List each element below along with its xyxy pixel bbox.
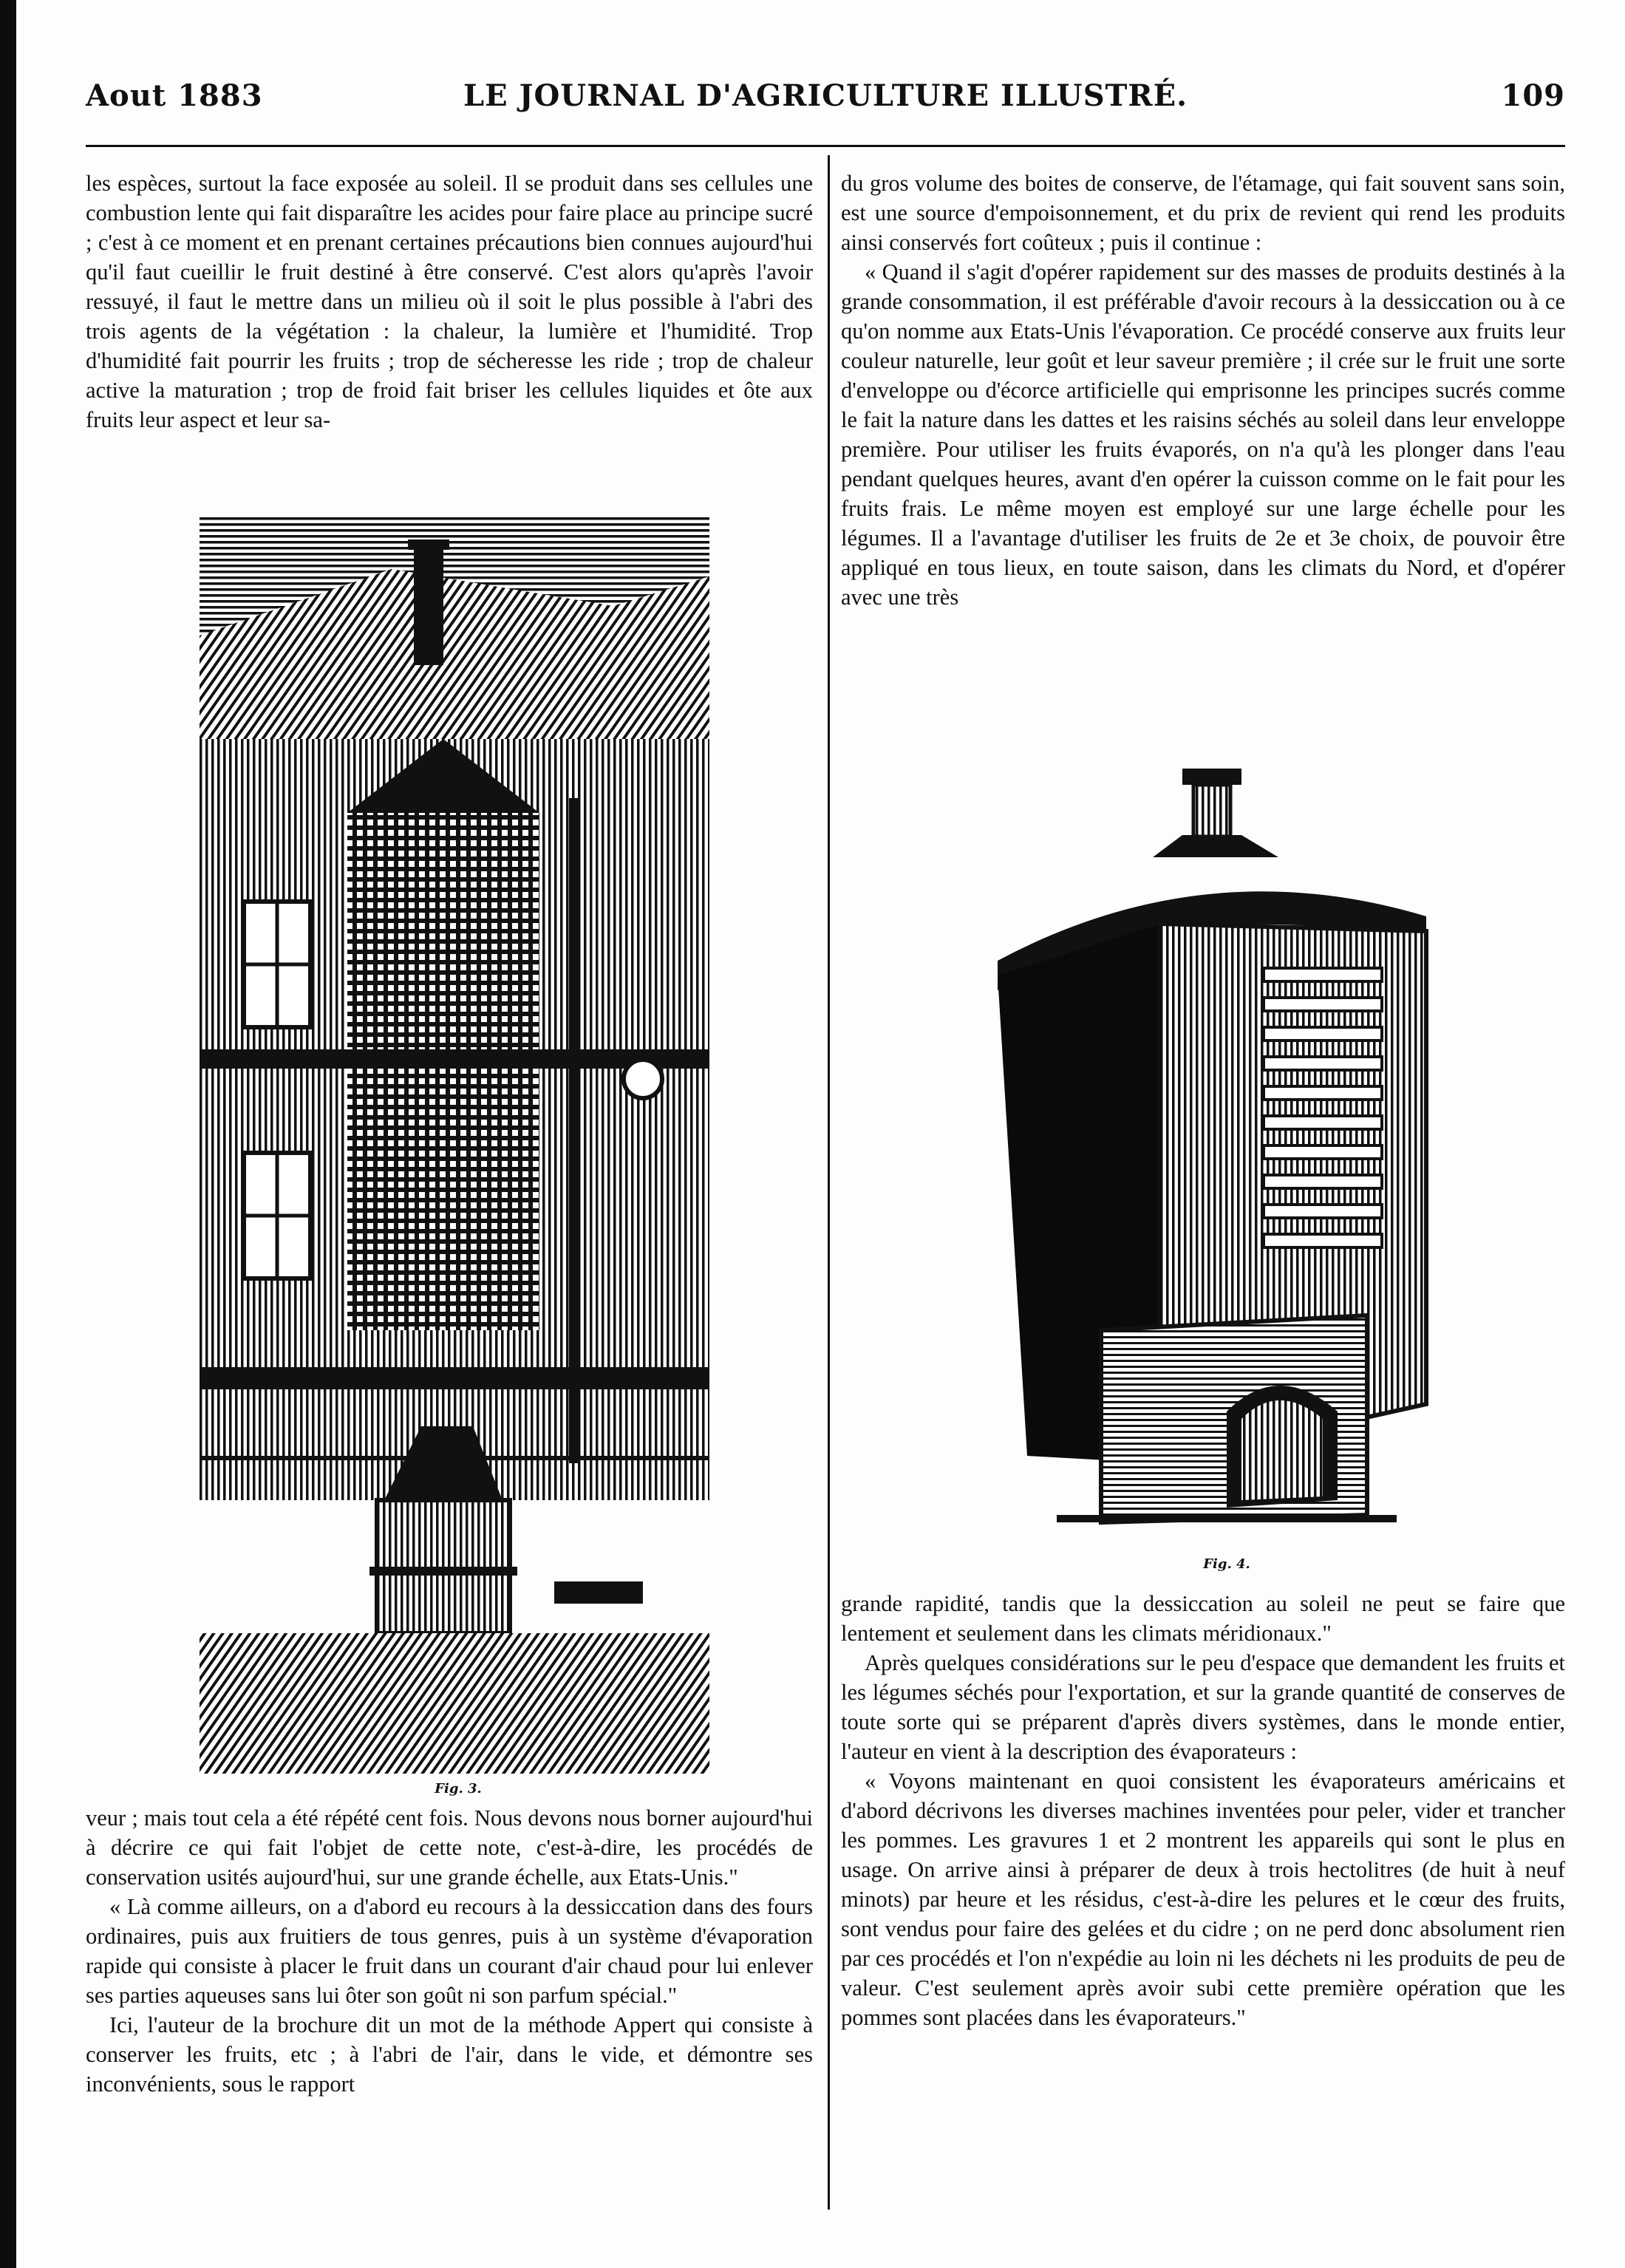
paragraph: les espèces, surtout la face exposée au soleil. Il se produit dans ses cellules une combustion lente qui fait disparaître les acides pour faire place au principe sucré ; c'est à ce moment et en prenant certaines précautions bien connues aujourd'hui qu'il faut cueillir le fruit destiné à être conservé. C'est alors qu'après l'avoir ressuyé, il faut le mettre dans un milieu où il soit le plus possible à l'abri des trois agents de la végétation : la chaleur, la lumière et l'humidité. Trop d'humidité fait pourrir les fruits ; trop de sécheresse les ride ; trop de chaleur active la maturation ; trop de froid fait briser les cellules liquides et ôte aux fruits leur aspect et leur sa- [86,171,813,432]
header-rule [86,145,1565,147]
left-column-bottom [86,1803,813,2099]
page-number: 109 [1501,78,1565,113]
journal-title: LE JOURNAL D'AGRICULTURE ILLUSTRÉ. [463,78,1188,113]
paragraph: « Quand il s'agit d'opérer rapidement sur des masses de produits destinés à la grande consommation, il est préférable d'avoir recours à la dessiccation ou à ce qu'on nomme aux Etats-Unis l'évaporation. Ce procédé conserve aux fruits leur couleur naturelle, leur goût et leur saveur première ; il crée sur le fruit une sorte d'enveloppe ou d'écorce artificielle qui emprisonne les principes sucrés comme le fait la nature dans les dattes et les raisins séchés au soleil dans leur enveloppe première. Pour utiliser les fruits évaporés, on n'a qu'à les plonger dans l'eau pendant quelques heures, avant d'en opérer la cuisson comme on le fait pour les fruits frais. Le même moyen est employé sur une large échelle pour les légumes. Il a l'avantage d'utiliser les fruits de 2e et 3e choix, de pouvoir être appliqué en tous lieux, en toute saison, dans les climats du Nord, et d'opérer avec une très [841,259,1565,610]
running-header [86,78,1565,123]
paragraph: du gros volume des boites de conserve, de l'étamage, qui fait souvent sans soin, est une source d'empoisonnement, et du prix de revient qui rend les produits ainsi conservés fort coûteux ; puis il continue : [841,171,1565,255]
header-date: Aout 1883 [86,78,263,113]
paragraph: Ici, l'auteur de la brochure dit un mot de la méthode Appert qui consiste à conserver les fruits, etc ; à l'abri de l'air, dans le vide, et démontre ses inconvénients, sous le rapport [86,2012,813,2097]
fig4-engraving-icon [983,769,1456,1552]
right-column-bottom [841,1589,1565,2032]
fig3-engraving-icon [200,517,709,1774]
paragraph: grande rapidité, tandis que la dessiccation au soleil ne peut se faire que lentement et seulement dans les climats méridionaux." [841,1591,1565,1646]
right-column-top [841,168,1565,612]
paragraph: « Voyons maintenant en quoi consistent les évaporateurs américains et d'abord décrivons les diverses machines inventées pour peler, vider et trancher les pommes. Les gravures 1 et 2 montrent les appareils qui sont le plus en usage. On arrive ainsi à préparer de deux à trois hectolitres (de huit à neuf minots) par heure et les résidus, c'est-à-dire les pelures et le cœur des fruits, sont vendus pour faire des gelées et du cidre ; on ne perd donc absolument rien par ces procédés et l'on n'expédie au loin ni les déchets ni les produits de peu de valeur. C'est seulement après avoir subi cette première opération que les pommes sont placées dans les évaporateurs." [841,1768,1565,2030]
binding-edge [0,0,16,2268]
column-divider [828,155,830,2210]
paragraph: veur ; mais tout cela a été répété cent fois. Nous devons nous borner aujourd'hui à décrire ce qui fait l'objet de cette note, c'est-à-dire, les procédés de conservation usités aujourd'hui, sur une grande échelle, aux Etats-Unis." [86,1805,813,1890]
paragraph: « Là comme ailleurs, on a d'abord eu recours à la dessiccation dans des fours ordinaires, puis aux fruitiers de tous genres, puis à un système d'évaporation rapide qui consiste à placer le fruit dans un courant d'air chaud pour lui enlever ses parties aqueuses sans lui ôter son goût ni son parfum spécial." [86,1894,813,2008]
left-column-top [86,168,813,435]
fig3-caption: Fig. 3. [435,1781,482,1797]
fig4-caption: Fig. 4. [1203,1556,1250,1572]
paragraph: Après quelques considérations sur le peu d'espace que demandent les fruits et les légumes séchés pour l'exportation, et sur la grande quantité de conserves de toute sorte qui se préparent d'après divers systèmes, dans le monde entier, l'auteur en vient à la description des évaporateurs : [841,1650,1565,1764]
